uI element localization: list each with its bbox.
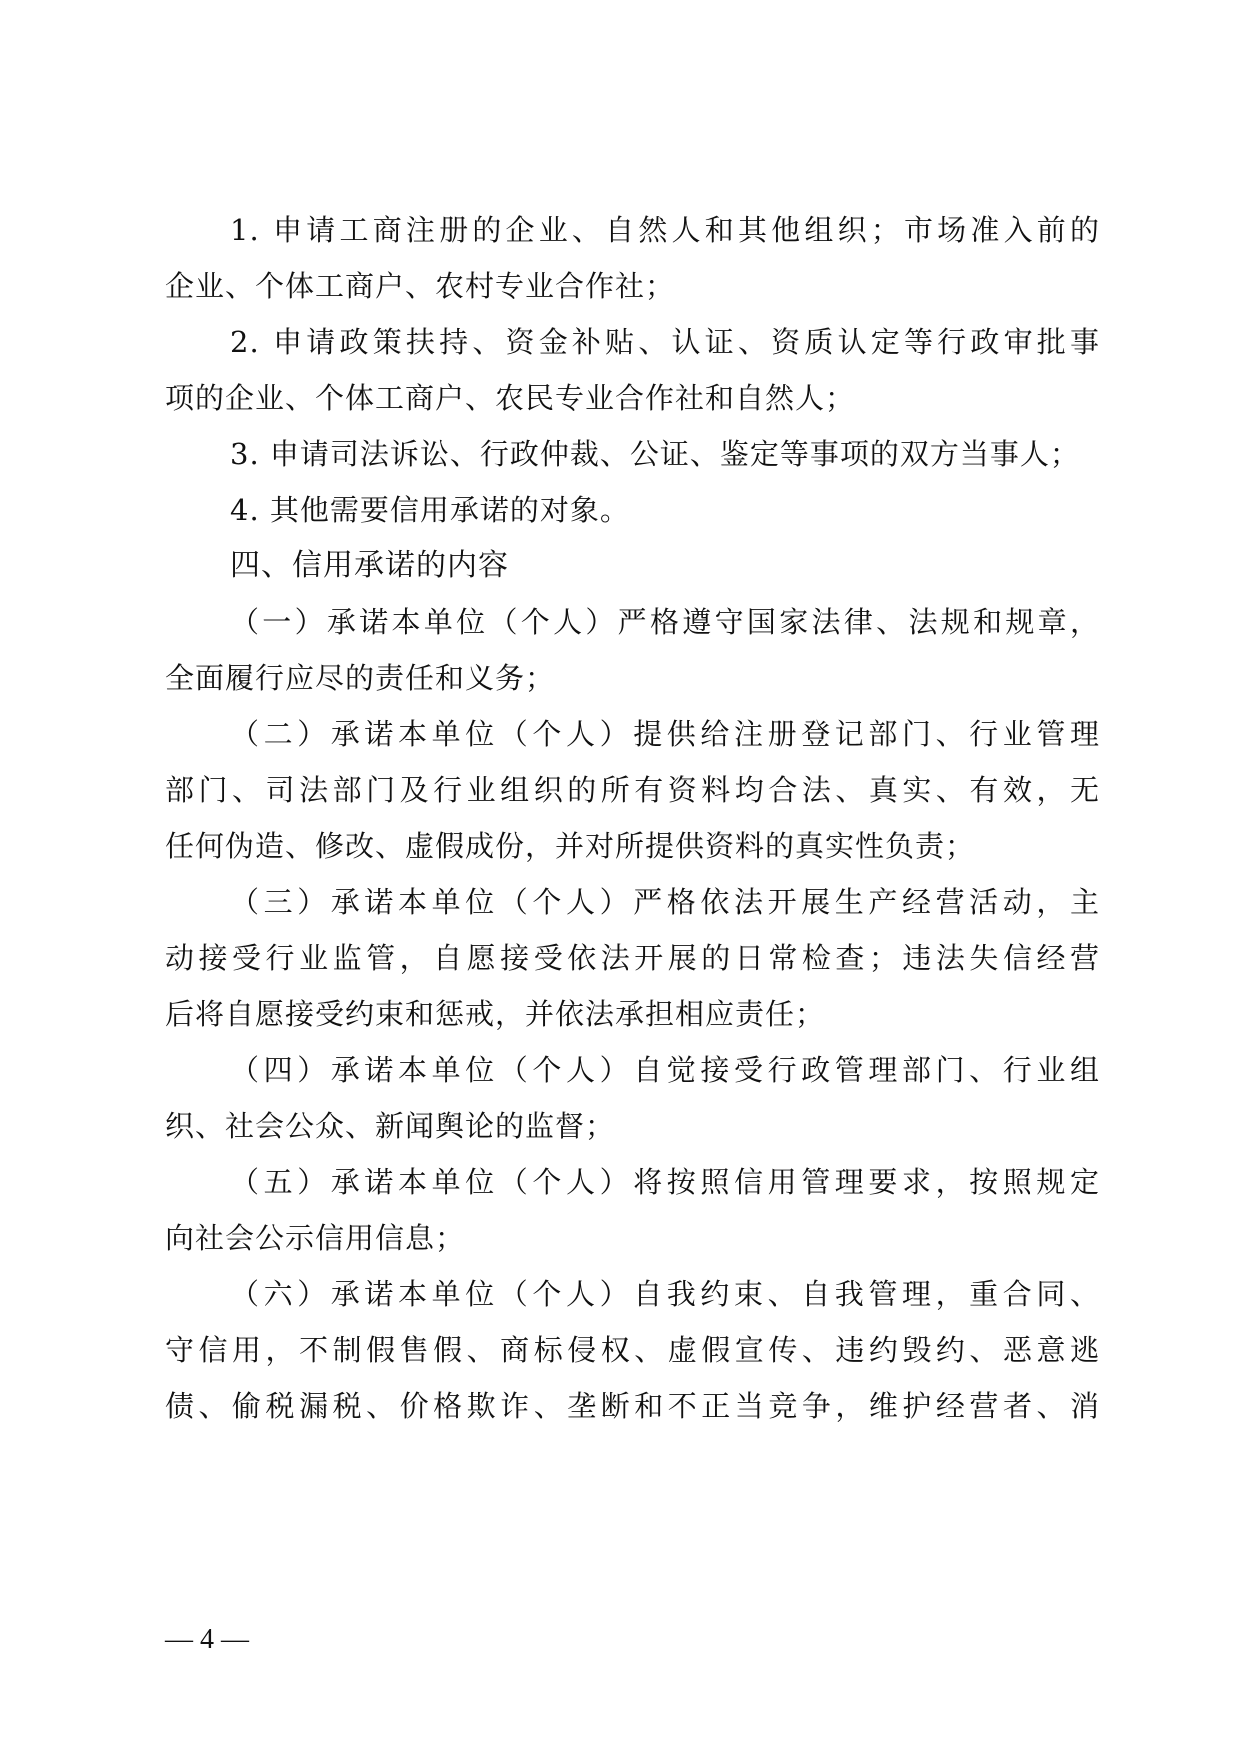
- section-heading-4: 四、信用承诺的内容: [230, 548, 509, 583]
- clause-2-line-1: （二）承诺本单位（个人）提供给注册登记部门、行业管理: [230, 717, 1100, 751]
- clause-5-line-1: （五）承诺本单位（个人）将按照信用管理要求，按照规定: [230, 1165, 1100, 1199]
- clause-1-line-1: （一）承诺本单位（个人）严格遵守国家法律、法规和规章，: [230, 605, 1100, 639]
- clause-6-line-2: 守信用，不制假售假、商标侵权、虚假宣传、违约毁约、恶意逃: [165, 1333, 1100, 1367]
- clause-1-line-2: 全面履行应尽的责任和义务；: [165, 661, 556, 695]
- list-item-2-line-2: 项的企业、个体工商户、农民专业合作社和自然人；: [165, 381, 856, 415]
- clause-4-line-1: （四）承诺本单位（个人）自觉接受行政管理部门、行业组: [230, 1053, 1100, 1087]
- clause-3-line-2: 动接受行业监管，自愿接受依法开展的日常检查；违法失信经营: [165, 941, 1100, 975]
- page-number: — 4 —: [165, 1624, 249, 1655]
- clause-2-line-3: 任何伪造、修改、虚假成份，并对所提供资料的真实性负责；: [165, 829, 976, 863]
- clause-4-line-2: 织、社会公众、新闻舆论的监督；: [165, 1109, 616, 1143]
- clause-3-line-1: （三）承诺本单位（个人）严格依法开展生产经营活动，主: [230, 885, 1100, 919]
- list-item-1-line-2: 企业、个体工商户、农村专业合作社；: [165, 269, 676, 303]
- list-item-4: 4. 其他需要信用承诺的对象。: [230, 493, 630, 527]
- clause-3-line-3: 后将自愿接受约束和惩戒，并依法承担相应责任；: [165, 997, 826, 1031]
- clause-6-line-1: （六）承诺本单位（个人）自我约束、自我管理，重合同、: [230, 1277, 1100, 1311]
- clause-6-line-3: 债、偷税漏税、价格欺诈、垄断和不正当竞争，维护经营者、消: [165, 1389, 1100, 1423]
- clause-2-line-2: 部门、司法部门及行业组织的所有资料均合法、真实、有效，无: [165, 773, 1100, 807]
- list-item-1-line-1: 1. 申请工商注册的企业、自然人和其他组织；市场准入前的: [230, 213, 1100, 247]
- list-item-2-line-1: 2. 申请政策扶持、资金补贴、认证、资质认定等行政审批事: [230, 325, 1100, 359]
- list-item-3: 3. 申请司法诉讼、行政仲裁、公证、鉴定等事项的双方当事人；: [230, 437, 1080, 471]
- clause-5-line-2: 向社会公示信用信息；: [165, 1221, 466, 1255]
